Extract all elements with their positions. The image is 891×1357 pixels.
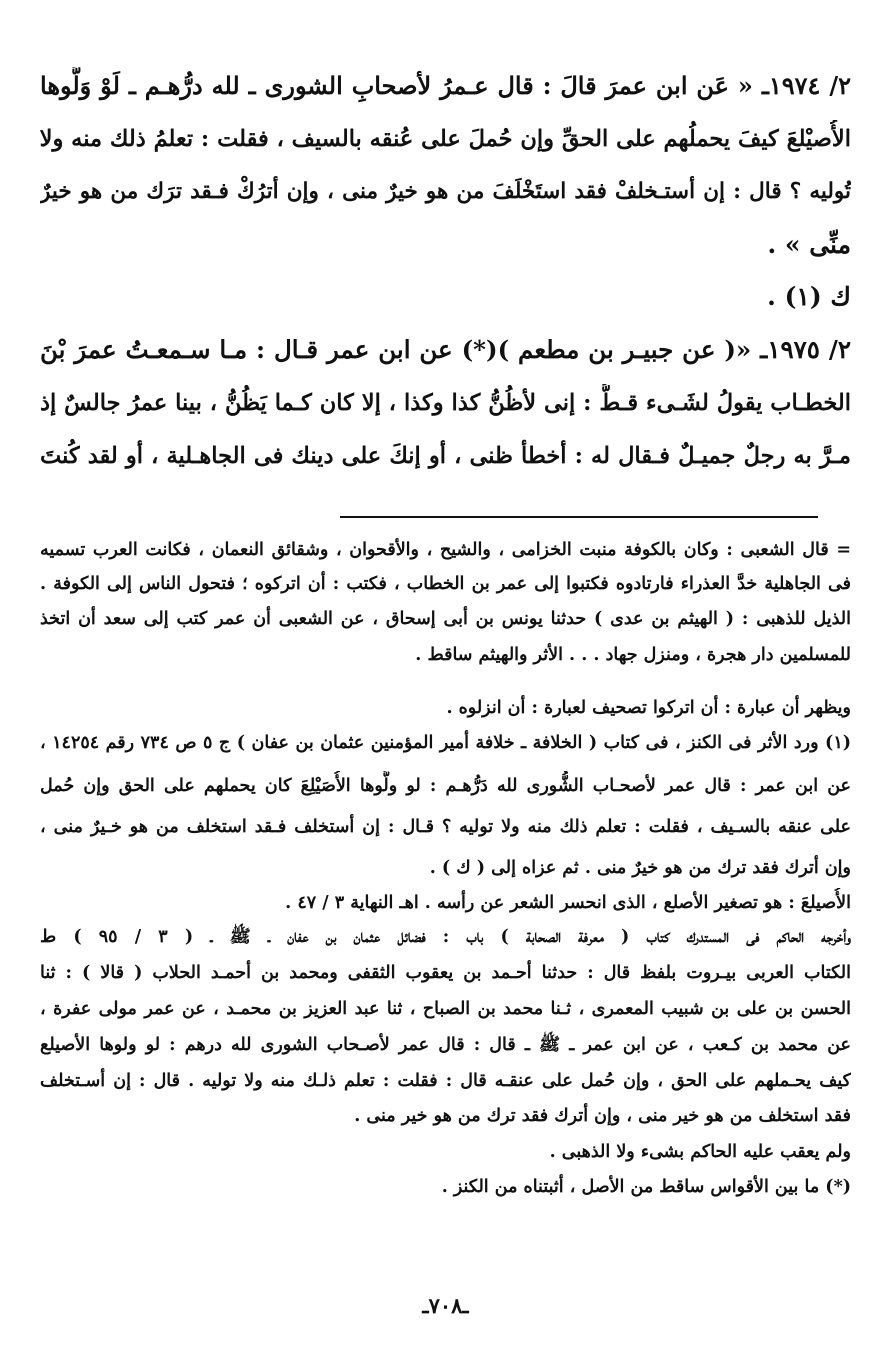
main-text-line: الخطـاب يقولُ لشَـىء قـطُّ : إنى لأظُنُّ كذا وكذا ، إلا كان كـما يَظُنُّ ، بينا عمرُ جالسٌ إذ: [40, 390, 851, 416]
footnote-line: وإن أترك فقد ترك من هو خيرٌ منى . ثم عزاه إلى ( ك ) .: [429, 858, 851, 878]
footnote-line: للمسلمين دار هجرة ، ومنزل جهاد . . . الأثر والهيثم ساقط .: [415, 645, 851, 665]
footnote-line: الكتاب العربى بيـروت بلفظ قال : حدثنا أحـمد بن يعقوب الثقفى ومحمد بن أحمـد الحلاب ( قالا ) : ثنا: [40, 963, 851, 983]
footnote-line: الذيل للذهبى : ( الهيثم بن عدى ) حدثنا يونس بن أبى إسحاق ، عن الشعبى أن عمر كتب إلى سعد أن اتخذ: [40, 609, 851, 629]
main-text-line: ٢/ ١٩٧٥ـ «( عن جبيـر بن مطعم )(*) عن ابن عمر قـال : مـا سـمعـتُ عمرَ بْنَ: [40, 335, 851, 364]
footnote-line: ويظهر أن عبارة : أن اتركوا تصحيف لعبارة : أن انزلوه .: [446, 698, 851, 718]
footnote-line: (١) ورد الأثر فى الكنز ، فى كتاب ( الخلافة ـ خلافة أمير المؤمنين عثمان بن عفان ) ج ٥ ص ٧٣٤ رقم ١٤٢٥٤ ،: [40, 733, 851, 753]
page-number: ـ٧٠٨ـ: [422, 1293, 469, 1318]
footnote-separator: [340, 516, 818, 518]
footnote-reference: ك (١) .: [767, 282, 851, 311]
footnote-line: على عنقه بالسـيف ، فقلت : تعلم ذلك منه ولا توليه ؟ قـال : إن أستخلف فـقد استخلف من هو خـيرٌ منى ،: [40, 817, 851, 837]
footnote-line: الحسن بن على بن شبيب المعمرى ، ثـنا محمد بن الصباح ، ثنا عبد العزيز بن محمـد ، عن عمر مولى عفرة ،: [40, 999, 851, 1019]
main-text-line: تُوليه ؟ قال : إن أستـخلفْ فقد استَخْلَفَ من هو خيرٌ منى ، وإن أترُكْ فـقد ترَك من هو خيرٌ: [40, 179, 851, 204]
footnote-line: ولم يعقب عليه الحاكم بشىء ولا الذهبى .: [549, 1142, 851, 1162]
footnote-line: فقد استخلف من هو خير منى ، وإن أترك فقد ترك من هو خير منى .: [354, 1106, 851, 1126]
footnote-line: وأخرجه الحاكم فى المستدرك كتاب ( معرفة الصحابة ) باب : فضائل عثمان بن عفان ـ ﷺ ـ ( ٣ / ٩٥ ) ط: [40, 927, 851, 947]
footnote-line: عن محمد بن كـعب ، عن ابن عمر ـ ﷺ ـ قال : قال عمر لأصـحاب الشورى لله درهم : لو ولوها الأصيلع: [40, 1035, 851, 1055]
footnote-line: فى الجاهلية خدَّ العذراء فارتادوه فكتبوا إلى عمر بن الخطاب ، فكتب : أن اتركوه ؛ فتحول الناس إلى الكوفة .: [40, 574, 851, 594]
footnote-line: = قال الشعبى : وكان بالكوفة منبت الخزامى ، والشيح ، والأقحوان ، وشقائق النعمان ، فكانت العرب تسميه: [40, 540, 851, 560]
footnote-line: عن ابن عمر : قال عمر لأصحـاب الشُّورى لله دَرُّهـم : لو ولُّوها الأُصَيْلِعَ كان يحملهم على الحق وإن حُمل: [40, 776, 851, 796]
footnote-line: كيف يحـملهم على الحق ، وإن حُمل على عنقـه قال : فقلت : تعلم ذلـك منه ولا توليه . قال : إن أسـتخلف: [40, 1071, 851, 1091]
main-text-line: منِّى » .: [767, 230, 851, 259]
main-text-line: ٢/ ١٩٧٤ـ « عَن ابن عمرَ قالَ : قال عـمرُ لأصحابِ الشورى ـ لله درُّهـم ـ لَوْ وَلَّوها: [40, 71, 851, 100]
footnote-line: الأُصيلعَ : هو تصغير الأصلع ، الذى انحسر الشعر عن رأسه . اهـ النهاية ٣ / ٤٧ .: [285, 893, 851, 913]
main-text-line: الأُصيْلعَ كيفَ يحملُهم على الحقِّ وإن حُملَ على عُنقه بالسيف ، فقلت : تعلمُ ذلك منه ولا: [40, 126, 851, 152]
footnote-line: (*) ما بين الأقواس ساقط من الأصل ، أثبتناه من الكنز .: [441, 1177, 851, 1197]
main-text-line: مـرَّ به رجلٌ جميـلٌ فـقال له : أخطأ ظنى ، أو إنكَ على دينك فى الجاهـلية ، أو لقد كُنتَ: [40, 443, 851, 469]
